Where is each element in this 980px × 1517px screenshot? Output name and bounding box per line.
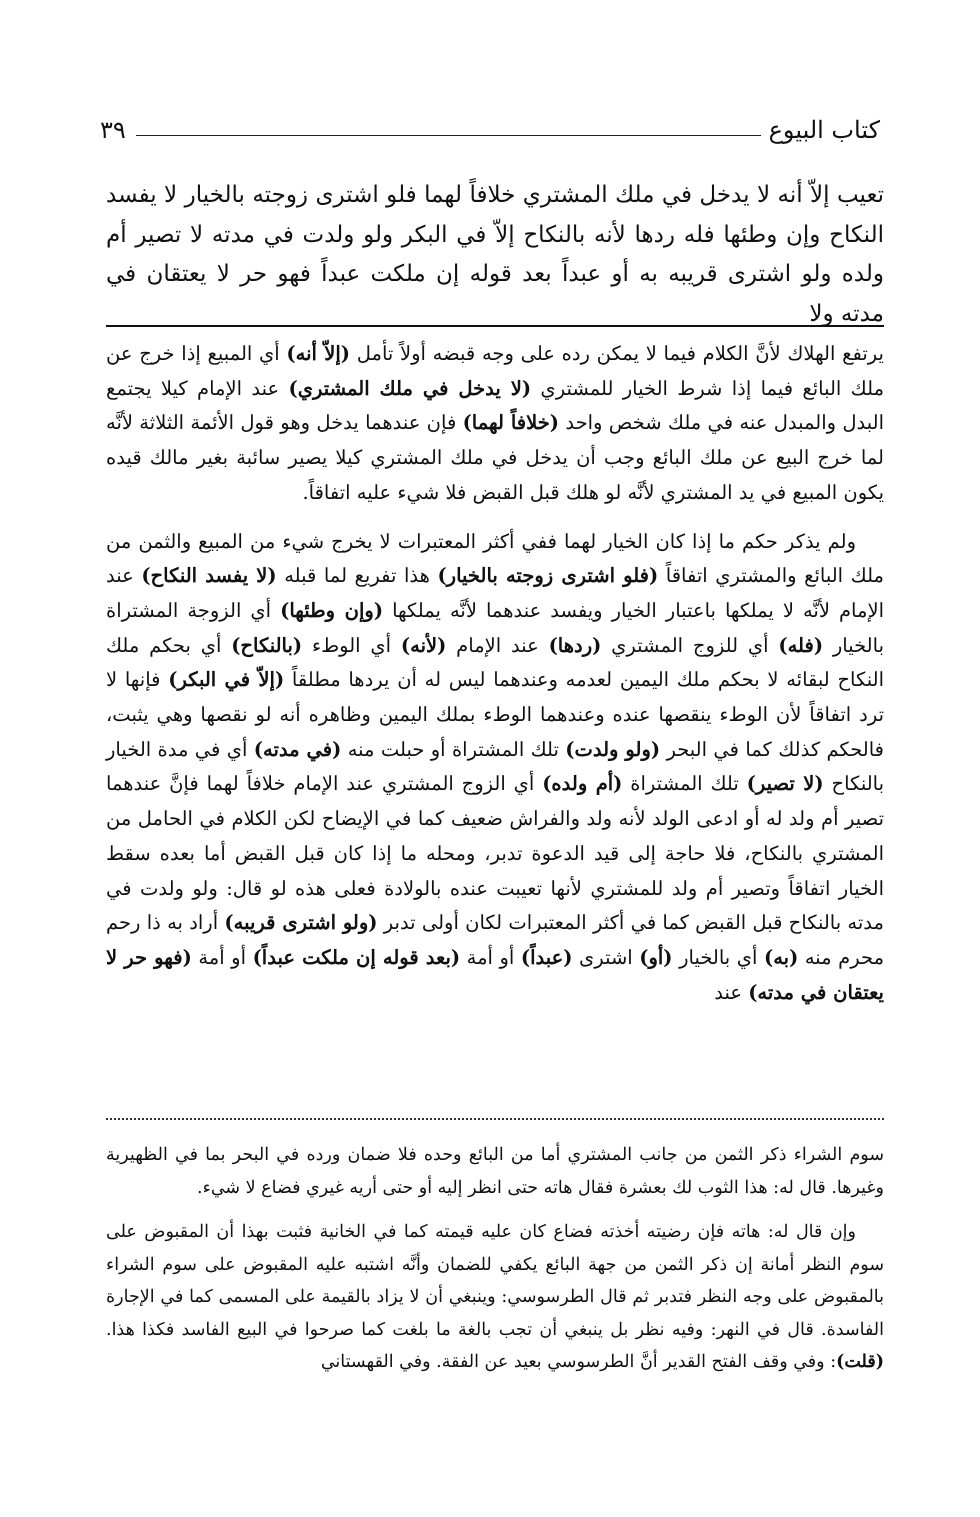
bold-quote: (عبداً) xyxy=(520,945,573,969)
bold-quote: (لا يفسد النكاح) xyxy=(141,564,277,588)
text-run: ولم يذكر حكم ما إذا كان الخيار لهما ففي أكثر المعتبرات لا يخرج شيء من المبيع والثمن من ملك البائع والمشتري اتفاقاً xyxy=(106,529,884,588)
footnote-paragraph-2 xyxy=(106,1216,884,1379)
text-run: أي الزوجة المشتراة بالخيار xyxy=(106,598,884,657)
bold-quote: (أم ولده) xyxy=(542,772,623,796)
bold-quote: (وإن وطئها) xyxy=(280,598,384,622)
bold-quote: (لا يدخل في ملك المشتري) xyxy=(288,376,532,400)
text-run: عند الإمام xyxy=(446,633,549,657)
commentary-paragraph-1 xyxy=(106,337,884,511)
text-run: اشترى xyxy=(572,945,640,969)
bold-quote: (لأنه) xyxy=(400,633,447,657)
text-run: سوم الشراء ذكر الثمن من جانب المشتري أما من البائع وحده فلا ضمان ورده في البحر بما في الظهيرية وغيرها. قال له: هذا الثوب لك بعشرة فقال هاته حتى انظر إليه أو حتى أريه غيري فضاع لا شيء. xyxy=(106,1145,884,1198)
text-run: أي للزوج المشتري xyxy=(601,633,779,657)
text-run: عند الإمام كيلا يجتمع البدل والمبدل عنه في ملك شخص واحد xyxy=(106,376,884,435)
text-run: فإن عندهما يدخل وهو قول الأئمة الثلاثة لأنَّه لما خرج البيع عن ملك البائع وجب أن يدخل في ملك المشتري كيلا يصير سائبة بغير مالك قيده يكون المبيع في يد المشتري لأنَّه لو هلك قبل القبض فلا شيء عليه اتفاقاً. xyxy=(106,411,884,504)
text-run: وإن قال له: هاته فإن رضيته أخذته فضاع كان عليه قيمته كما في الخانية فثبت بهذا أن المقبوض على سوم النظر أمانة إن ذكر الثمن من جهة البائع يكفي للضمان وأنَّه اشتبه عليه المقبوض على سوم الشراء بالمقبوض على وجه النظر فتدبر ثم قال الطرسوسي: وينبغي أن لا يزاد بالقيمة على المسمى كما في الإجارة الفاسدة. قال في النهر: وفيه نظر بل ينبغي أن تجب بالغة ما بلغت كما صرحوا في البيع الفاسد فكذا هذا. xyxy=(106,1222,884,1340)
commentary-paragraph-2 xyxy=(106,525,884,1011)
text-run: هذا تفريع لما قبله xyxy=(276,564,438,588)
text-run: أي الوطء xyxy=(302,633,401,657)
bold-quote: (في مدته) xyxy=(253,737,342,761)
commentary xyxy=(106,337,884,1010)
text-run: : وفي وقف الفتح القدير أنَّ الطرسوسي بعيد عن الفقة. وفي القهستاني xyxy=(320,1352,837,1372)
text-run: عند الإمام لأنَّه لا يملكها باعتبار الخيار ويفسد عندهما لأنَّه يملكها xyxy=(106,564,884,622)
bold-quote: (بعد قوله إن ملكت عبداً) xyxy=(252,945,461,969)
bold-quote: (إلاّ أنه) xyxy=(286,342,351,365)
page-number: ٣٩ xyxy=(100,116,126,144)
footnote-separator xyxy=(106,1118,884,1120)
text-run: تلك المشتراة xyxy=(622,772,747,796)
bold-quote: (قلت) xyxy=(836,1352,884,1372)
chapter-title: كتاب البيوع xyxy=(768,116,880,144)
text-run: تلك المشتراة أو حبلت منه xyxy=(341,737,566,761)
text-run: عند xyxy=(714,980,749,1004)
text-run: أي في مدة الخيار بالنكاح xyxy=(106,737,885,796)
bold-quote: (إلاّ في البكر) xyxy=(168,668,285,692)
bold-quote: (خلافاً لهما) xyxy=(462,411,560,435)
text-run: يرتفع الهلاك لأنَّ الكلام فيما لا يمكن رده على وجه قبضه أولاً تأمل xyxy=(350,342,884,365)
text-run: أي بالخيار xyxy=(672,945,764,969)
main-text xyxy=(106,176,884,334)
running-header xyxy=(100,110,880,150)
text-run: أي المبيع إذا خرج عن ملك البائع فيما إذا شرط الخيار للمشتري xyxy=(106,342,885,400)
bold-quote: (أو) xyxy=(639,945,673,969)
bold-quote: (فهو حر لا يعتقان في مدته) xyxy=(106,945,884,1004)
main-text-divider xyxy=(106,325,884,327)
bold-quote: (ولو اشترى قريبه) xyxy=(224,911,378,935)
bold-quote: (ردها) xyxy=(548,633,602,657)
text-run: أي بحكم ملك النكاح لبقائه لا بحكم ملك اليمين لعدمه وعندهما ليس له أن يردها مطلقاً xyxy=(106,633,885,692)
main-paragraph: تعيب إلاّ أنه لا يدخل في ملك المشتري خلافاً لهما فلو اشترى زوجته بالخيار لا يفسد النكاح وإن وطئها فله ردها لأنه بالنكاح إلاّ في البكر ولو ولدت في مدته لا تصير أم ولده ولو اشترى قريبه به أو عبداً بعد قوله إن ملكت عبداً فهو حر لا يعتقان في مدته ولا xyxy=(106,182,884,327)
bold-quote: (ولو ولدت) xyxy=(565,737,661,761)
text-run: أراد به ذا رحم محرم منه xyxy=(106,911,885,969)
header-rule xyxy=(136,135,761,136)
bold-quote: (فلو اشترى زوجته بالخيار) xyxy=(437,564,659,588)
text-run: أو أمة xyxy=(191,945,253,969)
bold-quote: (لا تصير) xyxy=(746,772,824,796)
text-run: فإنها لا ترد اتفاقاً لأن الوطء ينقصها عنده وعندهما الوطء بملك اليمين وظاهره أنه لو نقصها وهي يثبت، فالحكم كذلك كما في البحر xyxy=(106,668,884,761)
bold-quote: (به) xyxy=(763,945,799,969)
bold-quote: (بالنكاح) xyxy=(231,633,303,657)
text-run: أي الزوج المشتري عند الإمام خلافاً لهما فإنَّ عندهما تصير أم ولد له أو ادعى الولد لأنه ولد والفراش ضعيف كما في الإيضاح لكن الكلام في الحامل من المشتري بالنكاح، فلا حاجة إلى قيد الدعوة تدبر، ومحله ما إذا كان قبل القبض أما بعده سقط الخيار اتفاقاً وتصير أم ولد للمشتري لأنها تعيبت عنده بالولادة فعلى هذه لو قال: ولو ولدت في مدته بالنكاح قبل القبض كما في أكثر المعتبرات لكان أولى تدبر xyxy=(106,772,884,935)
text-run: أو أمة xyxy=(460,945,521,969)
footnote-paragraph-1 xyxy=(106,1139,884,1204)
footnotes xyxy=(106,1139,884,1379)
bold-quote: (فله) xyxy=(778,633,824,657)
